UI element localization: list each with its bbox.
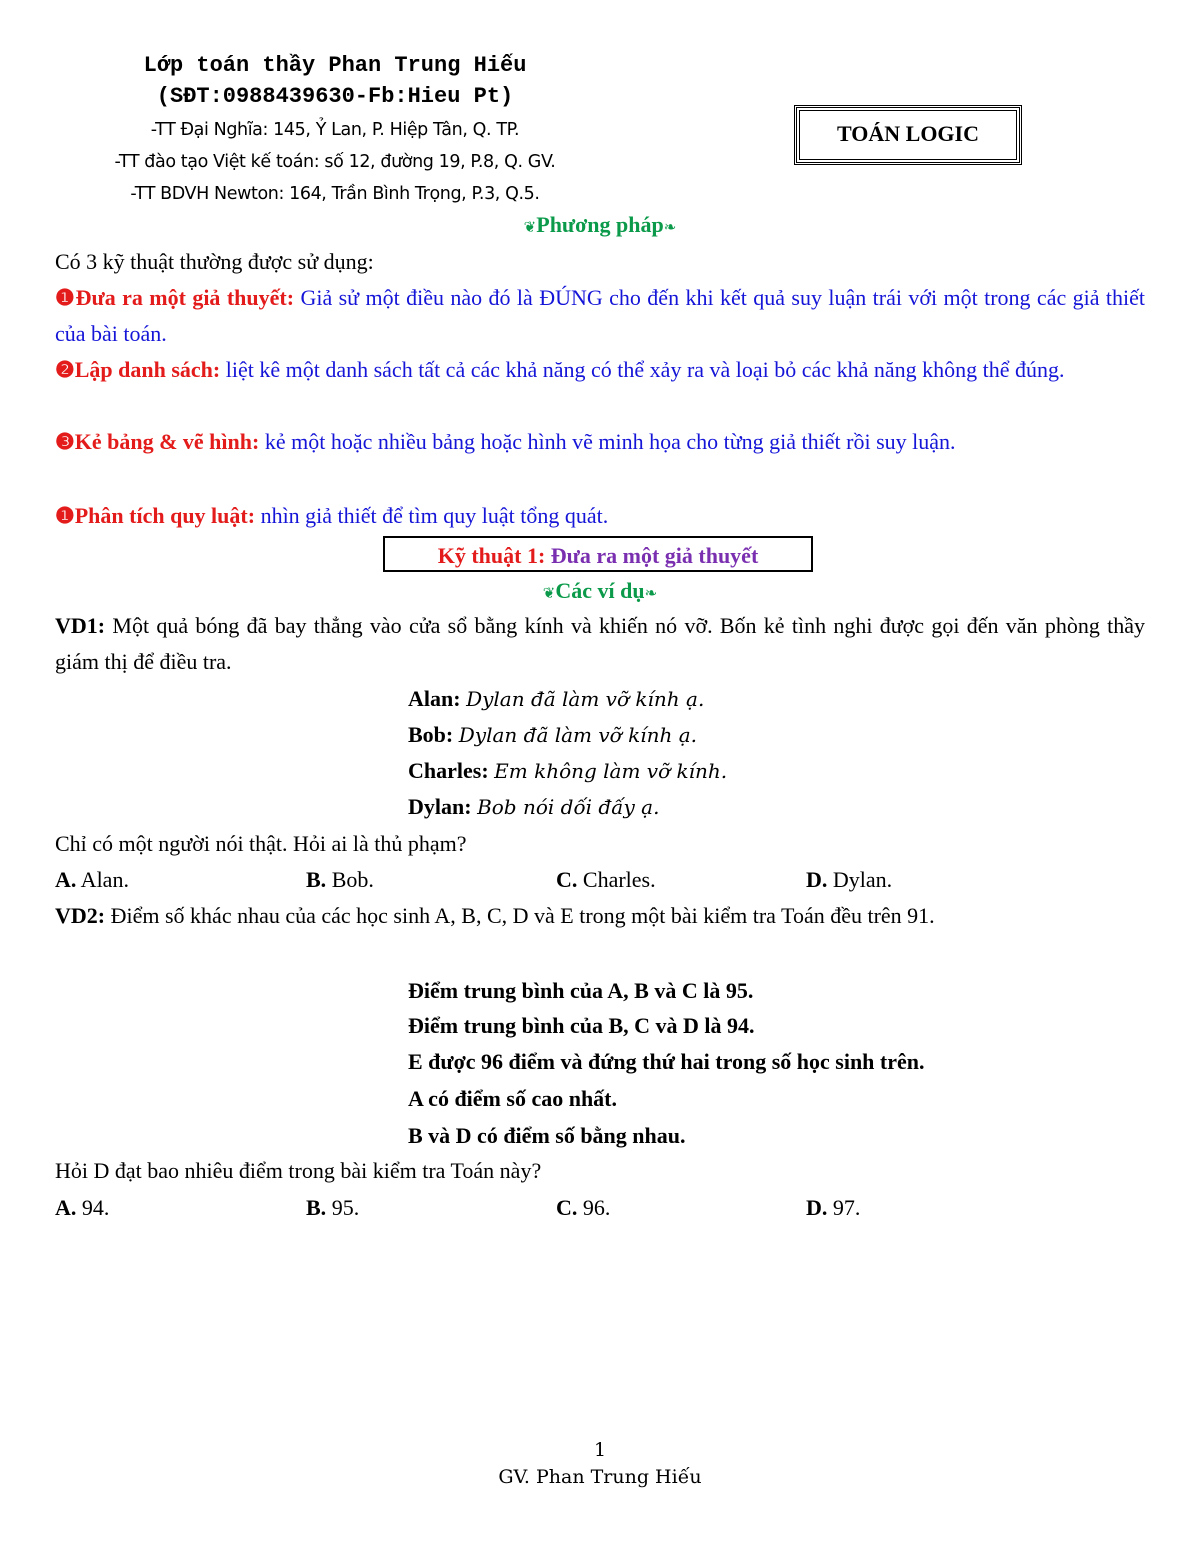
statement bbox=[408, 789, 659, 825]
statement-quote: Dylan đã làm vỡ kính ạ. bbox=[458, 723, 697, 747]
statement-name: Bob: bbox=[408, 722, 454, 747]
header bbox=[40, 50, 630, 210]
answer-option bbox=[556, 1190, 610, 1226]
option-text: Bob. bbox=[326, 867, 374, 892]
option-letter: D. bbox=[806, 1195, 828, 1220]
technique-title: Đưa ra một giả thuyết bbox=[545, 543, 759, 568]
topic-box: TOÁN LOGIC bbox=[796, 107, 1020, 163]
ornament-right-icon: ❧ bbox=[644, 584, 658, 602]
contact-info: (SĐT:0988439630-Fb:Hieu Pt) bbox=[156, 84, 514, 109]
statement-quote: Bob nói dối đấy ạ. bbox=[477, 795, 660, 819]
method-item-marker: ❷ bbox=[55, 357, 75, 382]
option-text: Alan. bbox=[76, 867, 129, 892]
fact: B và D có điểm số bằng nhau. bbox=[408, 1123, 686, 1148]
vd2-text: Điểm số khác nhau của các học sinh A, B, C, D và E trong một bài kiểm tra Toán đều trên 91. bbox=[105, 903, 935, 928]
ornament-left-icon: ❦ bbox=[542, 584, 556, 602]
answer-option bbox=[806, 1190, 860, 1226]
vd2-question: Hỏi D đạt bao nhiêu điểm trong bài kiểm tra Toán này? bbox=[55, 1158, 542, 1183]
method-item-marker: ❶ bbox=[55, 503, 75, 528]
fact: Điểm trung bình của B, C và D là 94. bbox=[408, 1013, 755, 1038]
option-letter: A. bbox=[55, 1195, 77, 1220]
page-number: 1 bbox=[593, 1439, 607, 1461]
technique-label: Kỹ thuật 1: bbox=[437, 543, 546, 568]
option-letter: B. bbox=[306, 1195, 327, 1220]
method-item-text: nhìn giả thiết để tìm quy luật tổng quát. bbox=[255, 503, 609, 528]
examples-heading-text: Các ví dụ bbox=[555, 578, 645, 603]
address-line: -TT đào tạo Việt kế toán: số 12, đường 19, P.8, Q. GV. bbox=[114, 152, 556, 172]
method-item-label: Kẻ bảng & vẽ hình: bbox=[74, 429, 260, 454]
fact: Điểm trung bình của A, B và C là 95. bbox=[408, 978, 754, 1003]
method-item-label: Phân tích quy luật: bbox=[74, 503, 256, 528]
ornament-left-icon: ❦ bbox=[523, 218, 537, 236]
option-text: 97. bbox=[827, 1195, 861, 1220]
class-title: Lớp toán thầy Phan Trung Hiếu bbox=[143, 53, 527, 78]
address-line: -TT BDVH Newton: 164, Trần Bình Trọng, P.3, Q.5. bbox=[130, 184, 540, 204]
statement-name: Charles: bbox=[408, 758, 489, 783]
address-line: -TT Đại Nghĩa: 145, Ỷ Lan, P. Hiệp Tân, Q. TP. bbox=[150, 120, 520, 140]
method-intro: Có 3 kỹ thuật thường được sử dụng: bbox=[55, 249, 374, 274]
answer-option bbox=[806, 862, 892, 898]
vd2-label: VD2: bbox=[55, 903, 106, 928]
statement-quote: Em không làm vỡ kính. bbox=[494, 759, 728, 783]
vd1-problem bbox=[55, 608, 1145, 680]
vd1-text: Một quả bóng đã bay thẳng vào cửa sổ bằng kính và khiến nó vỡ. Bốn kẻ tình nghi được gọi đến văn phòng thầy giám thị để điều tra. bbox=[55, 613, 1145, 674]
technique-box bbox=[383, 536, 813, 572]
vd1-label: VD1: bbox=[55, 613, 106, 638]
statement-name: Dylan: bbox=[408, 794, 472, 819]
vd2-problem bbox=[55, 898, 1145, 934]
method-item-marker: ❶ bbox=[55, 285, 76, 310]
statement bbox=[408, 717, 697, 753]
answer-option bbox=[306, 862, 374, 898]
option-letter: C. bbox=[556, 867, 578, 892]
option-letter: B. bbox=[306, 867, 327, 892]
method-heading-text: Phương pháp bbox=[536, 212, 664, 237]
statement bbox=[408, 753, 727, 789]
option-text: 95. bbox=[326, 1195, 360, 1220]
vd1-question: Chỉ có một người nói thật. Hỏi ai là thủ phạm? bbox=[55, 831, 467, 856]
method-item bbox=[55, 498, 1145, 534]
option-text: 96. bbox=[577, 1195, 611, 1220]
statement bbox=[408, 681, 704, 717]
answer-option bbox=[55, 1190, 109, 1226]
method-item-marker: ❸ bbox=[55, 429, 75, 454]
statement-name: Alan: bbox=[408, 686, 461, 711]
fact: A có điểm số cao nhất. bbox=[408, 1086, 617, 1111]
method-item bbox=[55, 352, 1145, 388]
method-item-text: Giả sử một điều nào đó là ĐÚNG cho đến khi kết quả suy luận trái với một trong các giả thiết của bài toán. bbox=[55, 285, 1145, 346]
fact: E được 96 điểm và đứng thứ hai trong số học sinh trên. bbox=[408, 1049, 925, 1074]
option-text: Charles. bbox=[577, 867, 656, 892]
option-letter: A. bbox=[55, 867, 77, 892]
answer-option bbox=[306, 1190, 359, 1226]
ornament-right-icon: ❧ bbox=[663, 218, 677, 236]
footer-author: GV. Phan Trung Hiếu bbox=[498, 1466, 702, 1488]
method-item-text: liệt kê một danh sách tất cả các khả năng có thể xảy ra và loại bỏ các khả năng không thể đúng. bbox=[220, 357, 1065, 382]
method-item-label: Lập danh sách: bbox=[74, 357, 221, 382]
option-text: 94. bbox=[76, 1195, 110, 1220]
method-item-label: Đưa ra một giả thuyết: bbox=[75, 285, 295, 310]
examples-heading bbox=[0, 574, 1200, 610]
method-item-text: kẻ một hoặc nhiều bảng hoặc hình vẽ minh họa cho từng giả thiết rồi suy luận. bbox=[259, 429, 956, 454]
method-item bbox=[55, 424, 1145, 460]
answer-option bbox=[556, 862, 656, 898]
option-letter: C. bbox=[556, 1195, 578, 1220]
method-heading bbox=[0, 208, 1200, 244]
option-letter: D. bbox=[806, 867, 828, 892]
option-text: Dylan. bbox=[827, 867, 893, 892]
statement-quote: Dylan đã làm vỡ kính ạ. bbox=[466, 687, 705, 711]
answer-option bbox=[55, 862, 129, 898]
method-item bbox=[55, 280, 1145, 352]
